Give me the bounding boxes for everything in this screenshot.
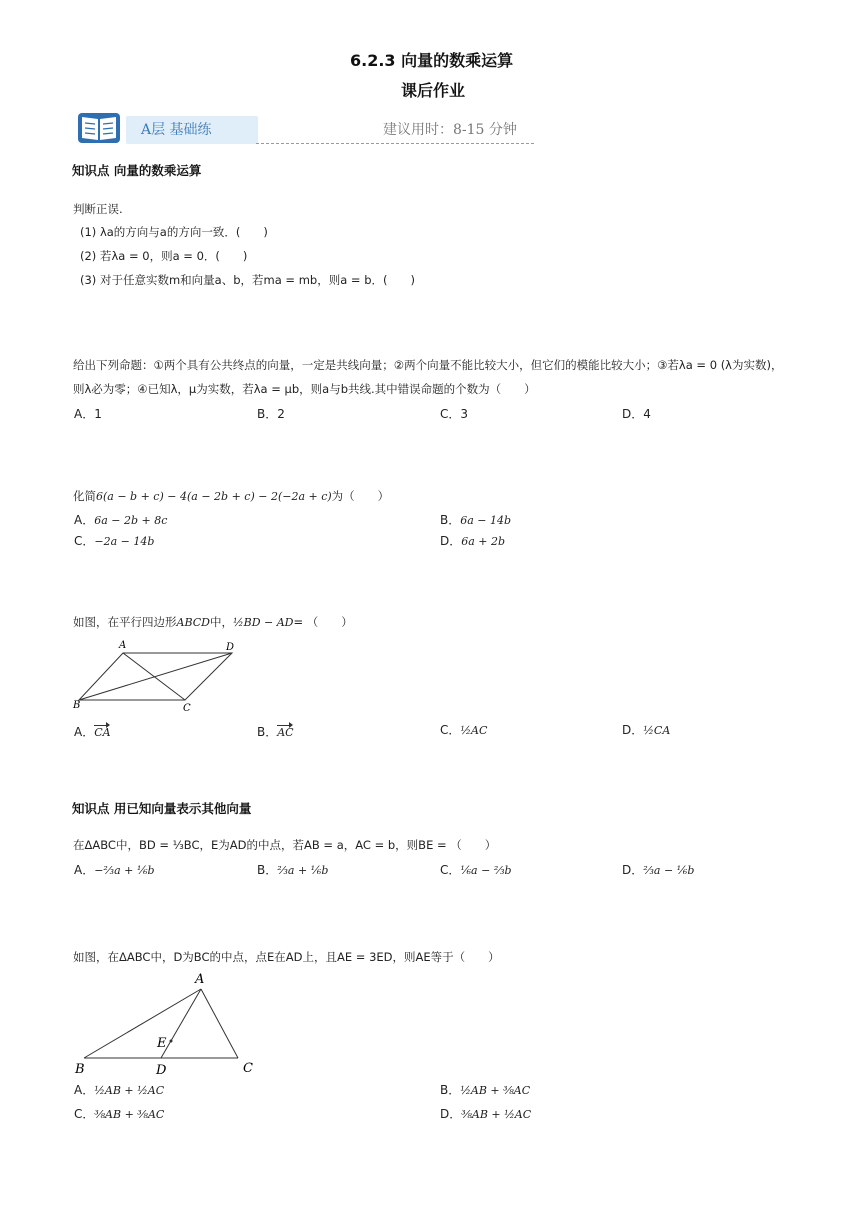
q4-middle: 中， <box>209 615 233 629</box>
header-divider <box>256 143 534 144</box>
section-title: 知识点 向量的数乘运算 <box>72 163 202 178</box>
q3-option-b <box>440 511 511 528</box>
q6-option-c <box>74 1105 164 1122</box>
vertex-label-c: C <box>243 1061 253 1076</box>
vertex-label-e: E <box>157 1036 167 1051</box>
level-banner-label: A层 基础练 <box>141 122 212 138</box>
triangle-figure <box>70 966 270 1081</box>
q4-suffix: = （ ） <box>293 615 353 629</box>
section-title: 知识点 用已知向量表示其他向量 <box>72 801 252 816</box>
option-expression: AC <box>277 723 293 739</box>
q1-intro: 判断正误. <box>73 202 123 216</box>
q2-line-2: 则λ必为零；④已知λ，μ为实数，若λa = μb，则a与b共线.其中错误命题的个数为（ ） <box>73 382 536 396</box>
option-letter: B． <box>257 863 278 877</box>
option-letter: C． <box>440 723 461 737</box>
q2-option-d: D．4 <box>622 407 651 421</box>
option-letter: D． <box>440 1107 462 1121</box>
vertex-label-c: C <box>183 703 191 714</box>
option-expression: −2a − 14b <box>94 535 155 548</box>
q3-expression: 6(a − b + c) − 4(a − 2b + c) − 2(−2a + c) <box>96 490 332 503</box>
q6-option-a <box>74 1081 164 1098</box>
q5-option-a <box>74 861 155 878</box>
option-expression: ⅔a + ⅙b <box>277 864 329 877</box>
vertex-label-d: D <box>156 1063 167 1078</box>
q2-line-1: 给出下列命题：①两个具有公共终点的向量，一定是共线向量；②两个向量不能比较大小，但它们的模能比较大小；③若λa = 0 (λ为实数)， <box>73 358 783 372</box>
q6-stem: 如图，在ΔABC中，D为BC的中点，点E在AD上，且AE = 3ED，则AE等于（ ） <box>73 950 500 964</box>
vertex-label-a: A <box>195 972 205 987</box>
q1-item-1 <box>80 224 268 240</box>
option-letter: C． <box>74 1107 95 1121</box>
option-letter: A． <box>74 725 95 739</box>
q4-expression: ½BD − AD <box>232 616 294 629</box>
option-letter: B． <box>257 725 278 739</box>
q1-item-num: (3) <box>80 273 97 287</box>
option-expression: CA <box>94 723 110 739</box>
q5-stem: 在ΔABC中，BD = ⅓BC，E为AD的中点，若AB = a，AC = b，则BE = （ ） <box>73 838 497 852</box>
option-letter: D． <box>622 863 644 877</box>
option-letter: C． <box>74 534 95 548</box>
vertex-label-b: B <box>75 1062 85 1077</box>
option-expression: ⅙a − ⅔b <box>460 864 512 877</box>
q5-option-c <box>440 861 512 878</box>
q2-option-a: A．1 <box>74 407 102 421</box>
option-expression: ⅜AB + ½AC <box>461 1108 532 1121</box>
q1-item-num: (1) <box>80 225 97 239</box>
q3-option-c <box>74 532 154 549</box>
option-letter: A． <box>74 513 95 527</box>
option-expression: ½AC <box>460 724 488 737</box>
page-subtitle: 课后作业 <box>401 81 466 100</box>
q4-prefix: 如图，在平行四边形 <box>73 615 177 629</box>
q6-option-b <box>440 1081 530 1098</box>
option-expression: −⅔a + ⅙b <box>94 864 155 877</box>
option-letter: D． <box>440 534 462 548</box>
option-letter: C． <box>440 863 461 877</box>
q4-option-d <box>622 721 670 738</box>
q1-item-text: 对于任意实数m和向量a、b，若ma = mb，则a = b．( ) <box>99 273 415 287</box>
q1-item-text: λa的方向与a的方向一致．( ) <box>99 225 268 239</box>
q3-option-d <box>440 532 505 549</box>
q4-option-c <box>440 721 487 738</box>
q5-option-d <box>622 861 694 878</box>
page-title: 6.2.3 向量的数乘运算 <box>350 51 514 70</box>
option-letter: A． <box>74 1083 95 1097</box>
option-letter: D． <box>622 723 644 737</box>
q1-item-3 <box>80 272 415 288</box>
q6-option-d <box>440 1105 531 1122</box>
option-expression: ½AB + ½AC <box>94 1084 165 1097</box>
option-expression: ½AB + ⅜AC <box>460 1084 531 1097</box>
option-expression: ⅜AB + ⅜AC <box>94 1108 165 1121</box>
q1-item-num: (2) <box>80 249 97 263</box>
q3-option-a <box>74 511 167 528</box>
point-e <box>170 1040 173 1043</box>
book-icon <box>76 110 124 146</box>
option-expression: 6a + 2b <box>461 535 506 548</box>
option-letter: B． <box>440 1083 461 1097</box>
q3-stem <box>73 488 389 505</box>
q3-prefix: 化简 <box>73 489 96 503</box>
vertex-label-b: B <box>73 700 81 711</box>
q3-suffix: 为（ ） <box>331 489 390 503</box>
option-expression: ½CA <box>643 724 671 737</box>
q1-item-text: 若λa = 0，则a = 0．( ) <box>99 249 248 263</box>
option-expression: ⅔a − ⅙b <box>643 864 695 877</box>
vertex-label-d: D <box>226 642 235 653</box>
q2-option-b: B．2 <box>257 407 285 421</box>
q4-stem <box>73 614 353 631</box>
option-letter: B． <box>440 513 461 527</box>
q4-option-b <box>257 723 294 740</box>
q4-shape: ABCD <box>176 616 210 629</box>
q4-option-a <box>74 723 111 740</box>
q2-option-c: C．3 <box>440 407 469 421</box>
option-letter: A． <box>74 863 95 877</box>
option-expression: 6a − 2b + 8c <box>94 514 168 527</box>
suggested-time: 建议用时：8-15 分钟 <box>383 122 517 138</box>
parallelogram-figure <box>70 636 250 716</box>
q1-item-2 <box>80 248 247 264</box>
vertex-label-a: A <box>119 640 127 651</box>
option-expression: 6a − 14b <box>460 514 512 527</box>
q5-option-b <box>257 861 328 878</box>
